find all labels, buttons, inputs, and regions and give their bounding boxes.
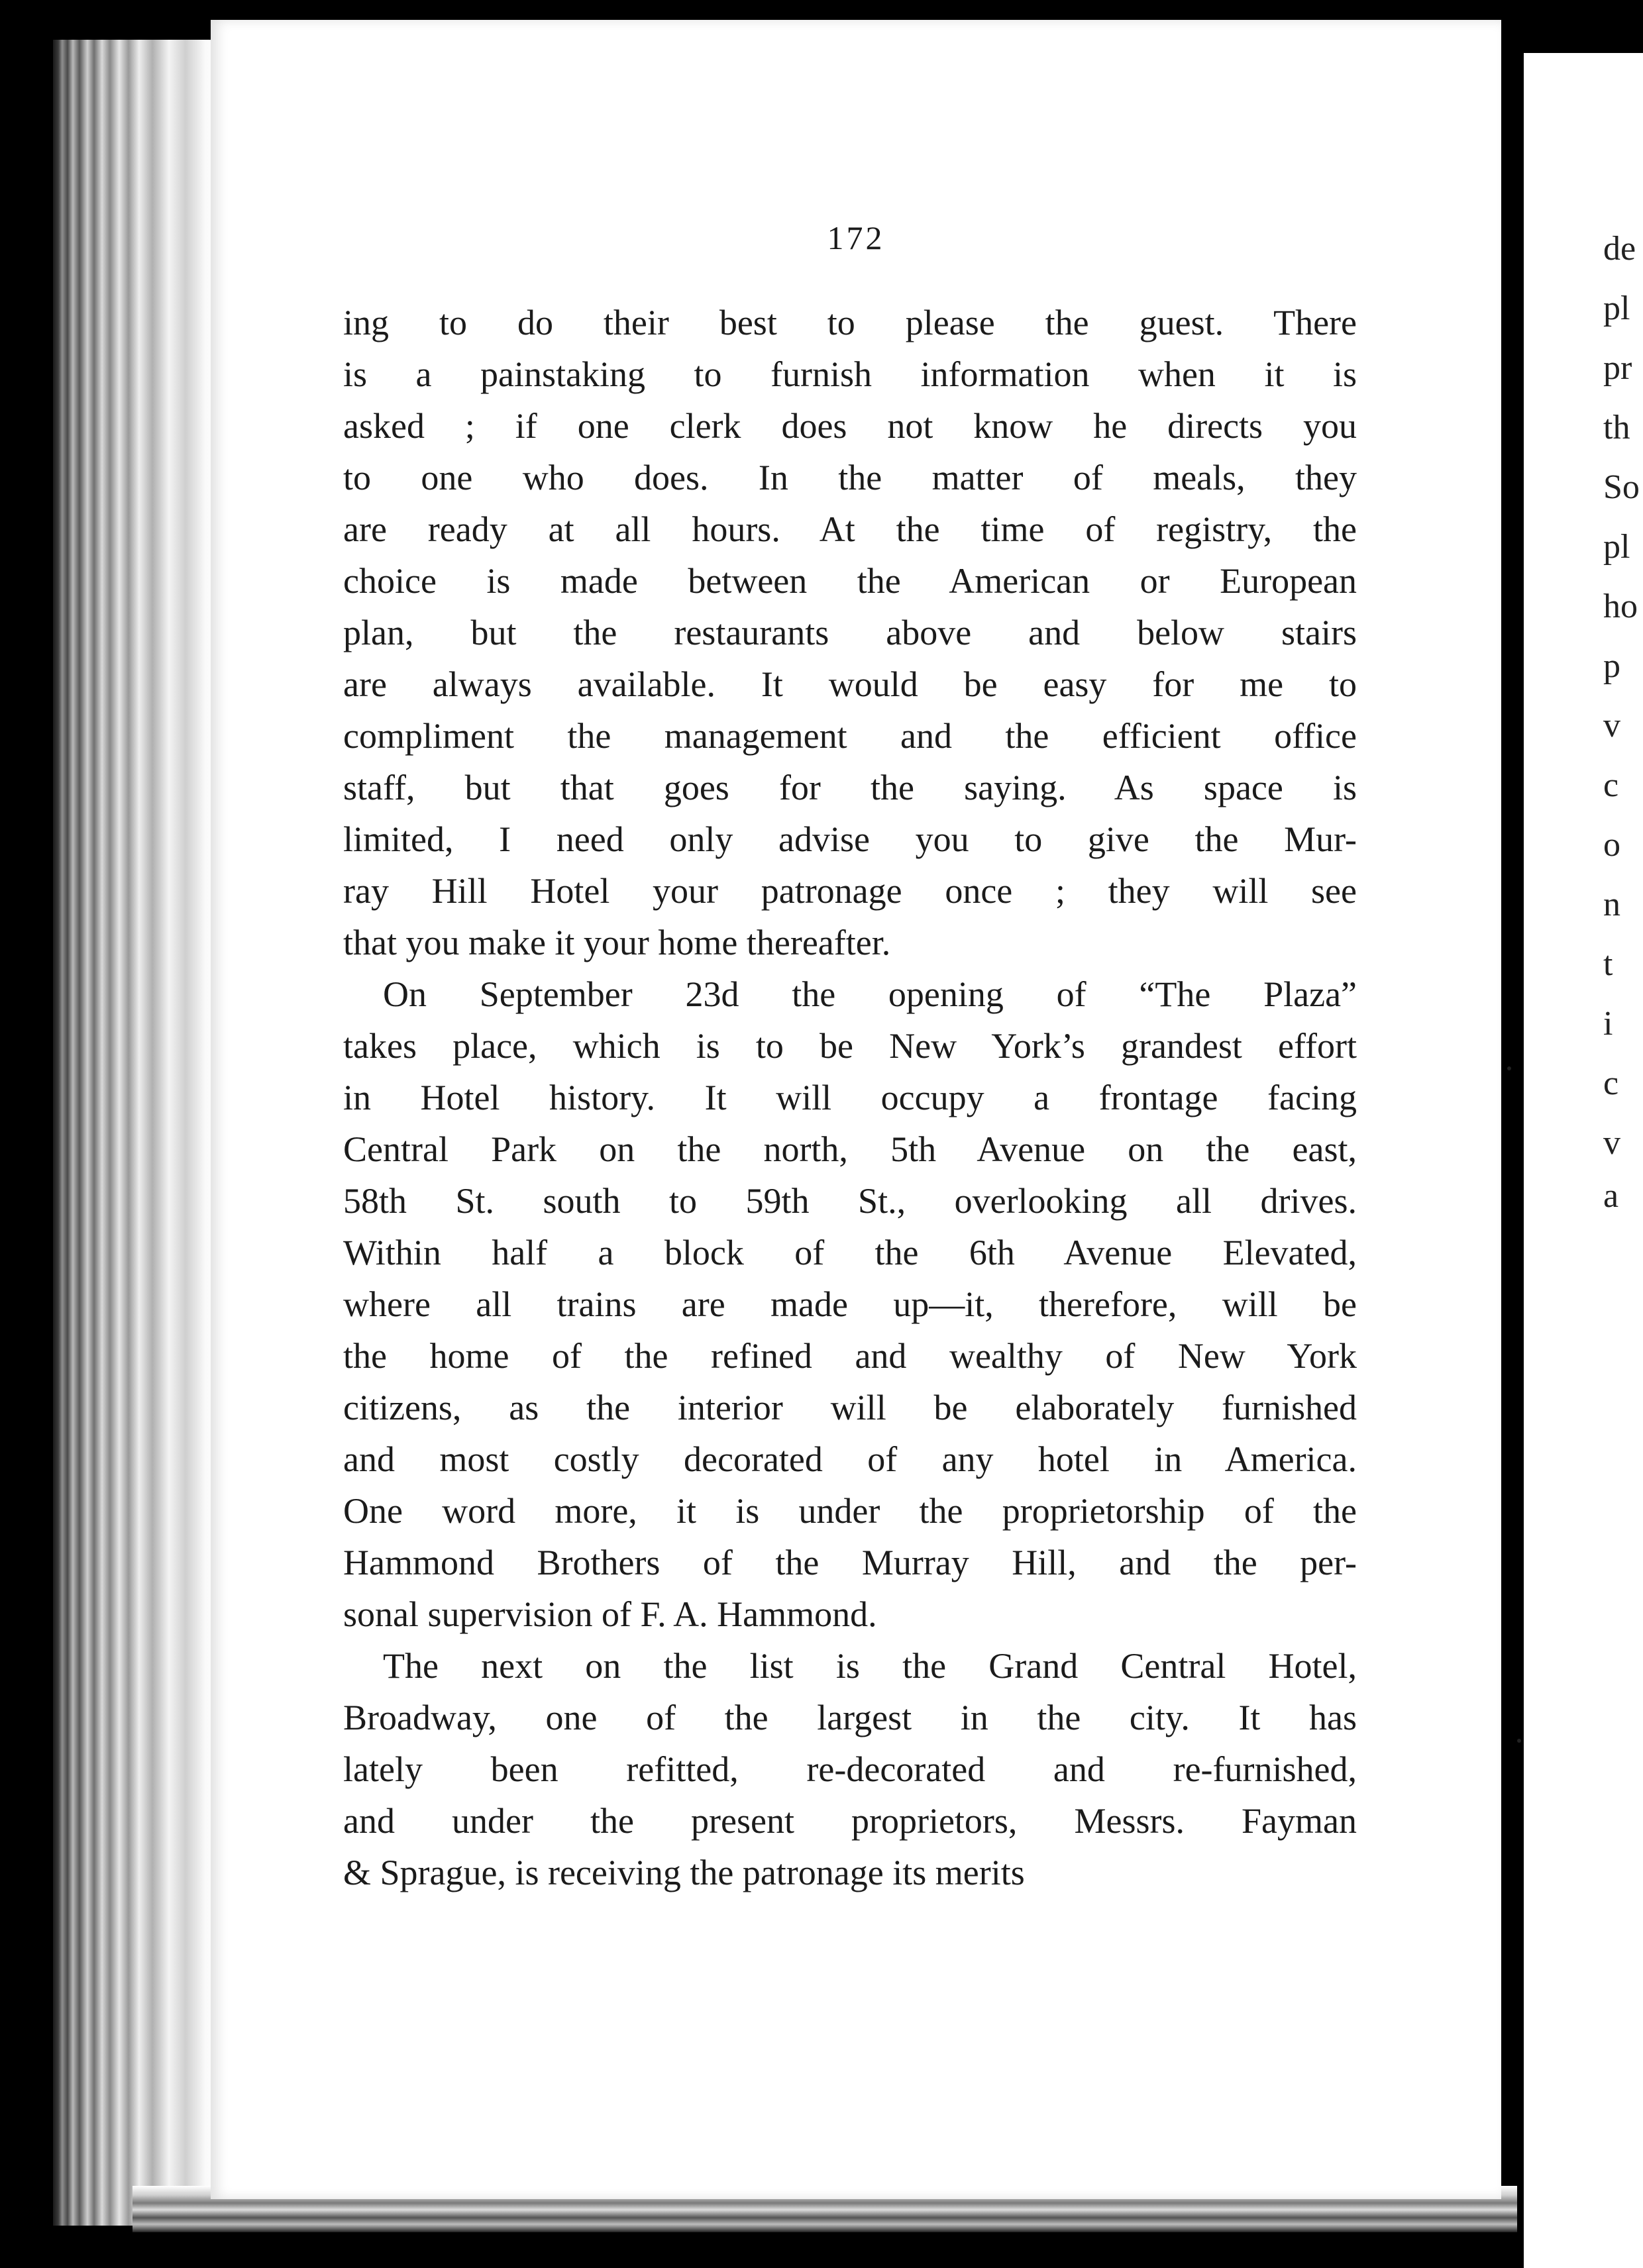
facing-page-fragment: So (1603, 468, 1640, 506)
text-line: Broadway, one of the largest in the city. It has (343, 1698, 1357, 1737)
page-body-text (343, 297, 1357, 1898)
text-line: ing to do their best to please the guest. There (343, 303, 1357, 342)
text-line: 58th St. south to 59th St., overlooking all drives. (343, 1181, 1357, 1221)
facing-page-fragment: i (1603, 1005, 1613, 1043)
facing-page-fragment: o (1603, 826, 1620, 864)
text-line: and most costly decorated of any hotel in America. (343, 1439, 1357, 1479)
book-page-edges (53, 40, 225, 2226)
facing-page-fragment: a (1603, 1177, 1619, 1215)
text-line: takes place, which is to be New York’s grandest effort (343, 1026, 1357, 1066)
text-line: limited, I need only advise you to give the Mur- (343, 819, 1357, 859)
text-line: The next on the list is the Grand Central Hotel, (383, 1646, 1357, 1686)
text-line: sonal supervision of F. A. Hammond. (343, 1594, 877, 1634)
text-line: and under the present proprietors, Messrs. Fayman (343, 1801, 1357, 1841)
facing-page-fragment: th (1603, 409, 1630, 446)
text-line: choice is made between the American or European (343, 561, 1357, 601)
text-line: Central Park on the north, 5th Avenue on the east, (343, 1129, 1357, 1169)
facing-page-edge (1517, 53, 1643, 2268)
text-line: are always available. It would be easy for me to (343, 664, 1357, 704)
text-line: One word more, it is under the proprietorship of the (343, 1491, 1357, 1531)
text-line: is a painstaking to furnish information when it is (343, 354, 1357, 394)
text-line: that you make it your home thereafter. (343, 923, 891, 962)
facing-page-fragment: pl (1603, 289, 1630, 327)
text-line: ray Hill Hotel your patronage once ; they will see (343, 871, 1357, 911)
book-page (211, 20, 1501, 2199)
facing-page-fragment: c (1603, 1064, 1619, 1102)
text-line: asked ; if one clerk does not know he directs you (343, 406, 1357, 446)
facing-page-fragment: v (1603, 1124, 1620, 1162)
facing-page-fragment: pl (1603, 528, 1630, 566)
text-line: where all trains are made up—it, therefore, will be (343, 1284, 1357, 1324)
text-line: plan, but the restaurants above and below stairs (343, 613, 1357, 652)
print-speck (1507, 1066, 1511, 1070)
facing-page-fragment: c (1603, 766, 1619, 804)
facing-page-fragment: v (1603, 707, 1620, 745)
text-line: Hammond Brothers of the Murray Hill, and the per- (343, 1543, 1357, 1582)
facing-page-fragment: ho (1603, 588, 1638, 625)
page-number: 172 (827, 219, 885, 256)
text-line: to one who does. In the matter of meals, they (343, 458, 1357, 497)
text-line: compliment the management and the efficient office (343, 716, 1357, 756)
facing-page-fragment: pr (1603, 349, 1632, 387)
text-line: in Hotel history. It will occupy a frontage facing (343, 1078, 1357, 1117)
facing-page-fragment: p (1603, 647, 1620, 685)
facing-page-fragment: t (1603, 945, 1613, 983)
facing-page-fragment: de (1603, 230, 1636, 268)
text-line: citizens, as the interior will be elaborately furnished (343, 1388, 1357, 1427)
text-line: On September 23d the opening of “The Plaza” (383, 974, 1357, 1014)
text-line: the home of the refined and wealthy of New York (343, 1336, 1357, 1376)
text-line: Within half a block of the 6th Avenue Elevated, (343, 1233, 1357, 1272)
text-line: are ready at all hours. At the time of registry, the (343, 509, 1357, 549)
print-speck (1517, 1739, 1521, 1743)
text-line: staff, but that goes for the saying. As space is (343, 768, 1357, 807)
facing-page-fragment: n (1603, 886, 1620, 923)
text-line: lately been refitted, re-decorated and re-furnished, (343, 1749, 1357, 1789)
text-line: & Sprague, is receiving the patronage its merits (343, 1853, 1025, 1892)
